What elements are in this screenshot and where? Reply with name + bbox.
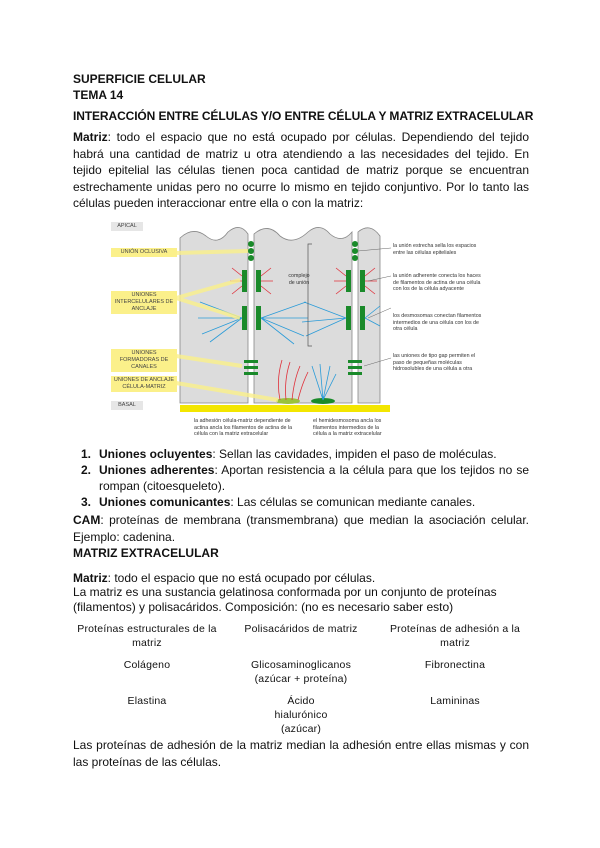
term: Uniones ocluyentes — [99, 447, 213, 461]
intro-paragraph — [73, 129, 529, 212]
annotation-tight: la unión estrecha sella los espacios entre las células epiteliales — [393, 243, 477, 256]
apical-label: APICAL — [111, 222, 143, 231]
annotation-hemidesmosome: el hemidesmosoma ancla los filamentos intermedios de la célula a la matriz extracelular — [313, 418, 382, 437]
text: : Las células se comunican mediante canales. — [230, 495, 476, 509]
label-occlusive: UNIÓN OCLUSIVA — [111, 248, 177, 257]
term: Matriz — [73, 130, 108, 144]
document-title: SUPERFICIE CELULAR — [73, 72, 206, 86]
cell-junction-diagram — [108, 218, 490, 440]
list-number: 2. — [81, 463, 92, 477]
table-cell: Glicosaminoglicanos (azúcar + proteína) — [250, 659, 352, 685]
table-header: Proteínas estructurales de la matriz — [77, 623, 217, 649]
annotation-gap: las uniones de tipo gap permiten el paso de pequeñas moléculas hidrosolubles de una célula a otra — [393, 353, 476, 372]
annotation-desmosome: los desmosomas conectan filamentos intermedios de una célula con los de otra célula — [393, 313, 482, 332]
table-cell: Ácido hialurónico (azúcar) — [274, 695, 328, 735]
cam-paragraph — [73, 512, 529, 545]
text: : Aportan resistencia a la célula para que los tejidos no se rompan (citoesqueleto). — [99, 463, 530, 493]
table-cell: Fibronectina — [424, 659, 486, 671]
term: Uniones comunicantes — [99, 495, 231, 509]
table-header: Proteínas de adhesión a la matriz — [389, 623, 521, 649]
junction-list — [73, 446, 529, 510]
table-cell: Elastina — [127, 695, 167, 707]
table-cell: Colágeno — [123, 659, 171, 671]
list-number: 1. — [81, 447, 92, 461]
basal-label: BASAL — [111, 401, 143, 410]
label-cell-matrix: UNIONES DE ANCLAJE CÉLULA-MATRIZ — [111, 376, 177, 392]
section-heading-matrix: MATRIZ EXTRACELULAR — [73, 546, 219, 560]
list-item — [73, 462, 529, 494]
label-channels: UNIONES FORMADORAS DE CANALES — [111, 349, 177, 372]
text: : Sellan las cavidades, impiden el paso de moléculas. — [212, 447, 497, 461]
complex-label: complejo de unión — [288, 273, 310, 286]
list-number: 3. — [81, 495, 92, 509]
document-subtitle: TEMA 14 — [73, 88, 124, 102]
table-header: Polisacáridos de matriz — [244, 623, 358, 635]
label-anchoring: UNIONES INTERCELULARES DE ANCLAJE — [111, 291, 177, 314]
section-heading: INTERACCIÓN ENTRE CÉLULAS Y/O ENTRE CÉLULA Y MATRIZ EXTRACELULAR — [73, 109, 534, 123]
annotation-adherens: la unión adherente conecta los haces de filamentos de actina de una célula con los de la célula adyacente — [393, 273, 481, 292]
matrix-description: La matriz es una sustancia gelatinosa conformada por un conjunto de proteínas (filamentos) y polisacáridos. Composición: (no es necesario saber esto) — [73, 585, 497, 614]
list-item — [73, 446, 529, 462]
annotation-actin-adhesion: la adhesión célula-matriz dependiente de actina ancla los filamentos de actina de la célula con la matriz extracelular — [194, 418, 293, 437]
term: Matriz — [73, 571, 108, 585]
text: : todo el espacio que no está ocupado por células. — [107, 571, 376, 585]
list-item — [73, 494, 529, 510]
term: Uniones adherentes — [99, 463, 215, 477]
closing-paragraph: Las proteínas de adhesión de la matriz median la adhesión entre ellas mismas y con las proteínas de las células. — [73, 738, 529, 769]
text: : proteínas de membrana (transmembrana) que median la asociación celular. Ejemplo: cadenina. — [73, 513, 529, 544]
text: : todo el espacio que no está ocupado por células. Dependiendo del tejido habrá una cantidad de matriz u otra atendiendo a las necesidades del tejido. En tejido epitelial las células tienen poca cantidad de matriz porque se encuentran estrechamente unidas pero no ocurre lo mismo en tejido conjuntivo. Por lo tanto las células pueden interaccionar entre ella o con la matriz: — [73, 130, 529, 210]
table-cell: Lamininas — [430, 695, 480, 707]
term: CAM — [73, 513, 101, 527]
composition-table — [73, 622, 529, 736]
